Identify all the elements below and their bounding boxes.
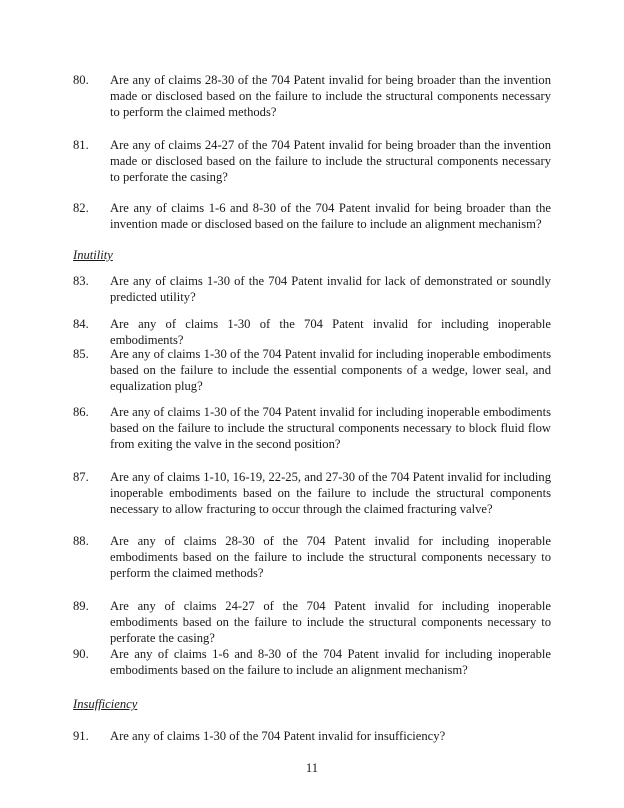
question-81 [73, 137, 551, 185]
question-90 [73, 646, 551, 678]
item-number: 81. [73, 138, 89, 152]
item-number: 85. [73, 347, 89, 361]
item-number: 83. [73, 274, 89, 288]
item-text: Are any of claims 1-30 of the 704 Patent invalid for including inoperable embodiments based on the failure to include the essential components of a wedge, lower seal, and equalization plug? [110, 347, 551, 393]
item-number: 91. [73, 729, 89, 743]
item-text: Are any of claims 24-27 of the 704 Patent invalid for including inoperable embodiments based on the failure to include the structural components necessary to perforate the casing? [110, 599, 551, 645]
item-text: Are any of claims 28-30 of the 704 Patent invalid for including inoperable embodiments based on the failure to include the structural components necessary to perform the claimed methods? [110, 534, 551, 580]
question-82 [73, 200, 551, 232]
section-heading-insufficiency: Insufficiency [73, 697, 138, 711]
item-number: 84. [73, 317, 89, 331]
item-number: 82. [73, 201, 89, 215]
item-text: Are any of claims 1-30 of the 704 Patent invalid for insufficiency? [110, 729, 446, 743]
item-number: 88. [73, 534, 89, 548]
item-text: Are any of claims 1-6 and 8-30 of the 704 Patent invalid for being broader than the invention made or disclosed based on the failure to include an alignment mechanism? [110, 201, 551, 231]
section-heading-inutility: Inutility [73, 248, 113, 262]
question-88 [73, 533, 551, 581]
question-91 [73, 728, 551, 744]
item-number: 86. [73, 405, 89, 419]
item-number: 87. [73, 470, 89, 484]
question-85 [73, 346, 551, 394]
item-text: Are any of claims 24-27 of the 704 Patent invalid for being broader than the invention made or disclosed based on the failure to include the structural components necessary to perforate the casing? [110, 138, 551, 184]
question-84 [73, 316, 551, 348]
question-87 [73, 469, 551, 517]
question-80 [73, 72, 551, 120]
item-text: Are any of claims 1-30 of the 704 Patent invalid for lack of demonstrated or soundly predicted utility? [110, 274, 551, 304]
item-text: Are any of claims 1-30 of the 704 Patent invalid for including inoperable embodiments? [110, 317, 551, 347]
item-number: 80. [73, 73, 89, 87]
question-89 [73, 598, 551, 646]
item-number: 89. [73, 599, 89, 613]
page-number: 11 [305, 761, 319, 775]
item-number: 90. [73, 647, 89, 661]
question-86 [73, 404, 551, 452]
item-text: Are any of claims 1-6 and 8-30 of the 704 Patent invalid for including inoperable embodiments based on the failure to include an alignment mechanism? [110, 647, 551, 677]
item-text: Are any of claims 28-30 of the 704 Patent invalid for being broader than the invention made or disclosed based on the failure to include the structural components necessary to perform the claimed methods? [110, 73, 551, 119]
item-text: Are any of claims 1-10, 16-19, 22-25, and 27-30 of the 704 Patent invalid for including inoperable embodiments based on the failure to include the structural components necessary to allow fracturing to occur through the claimed fracturing valve? [110, 470, 551, 516]
item-text: Are any of claims 1-30 of the 704 Patent invalid for including inoperable embodiments based on the failure to include the structural components necessary to block fluid flow from exiting the valve in the second position? [110, 405, 551, 451]
question-83 [73, 273, 551, 305]
